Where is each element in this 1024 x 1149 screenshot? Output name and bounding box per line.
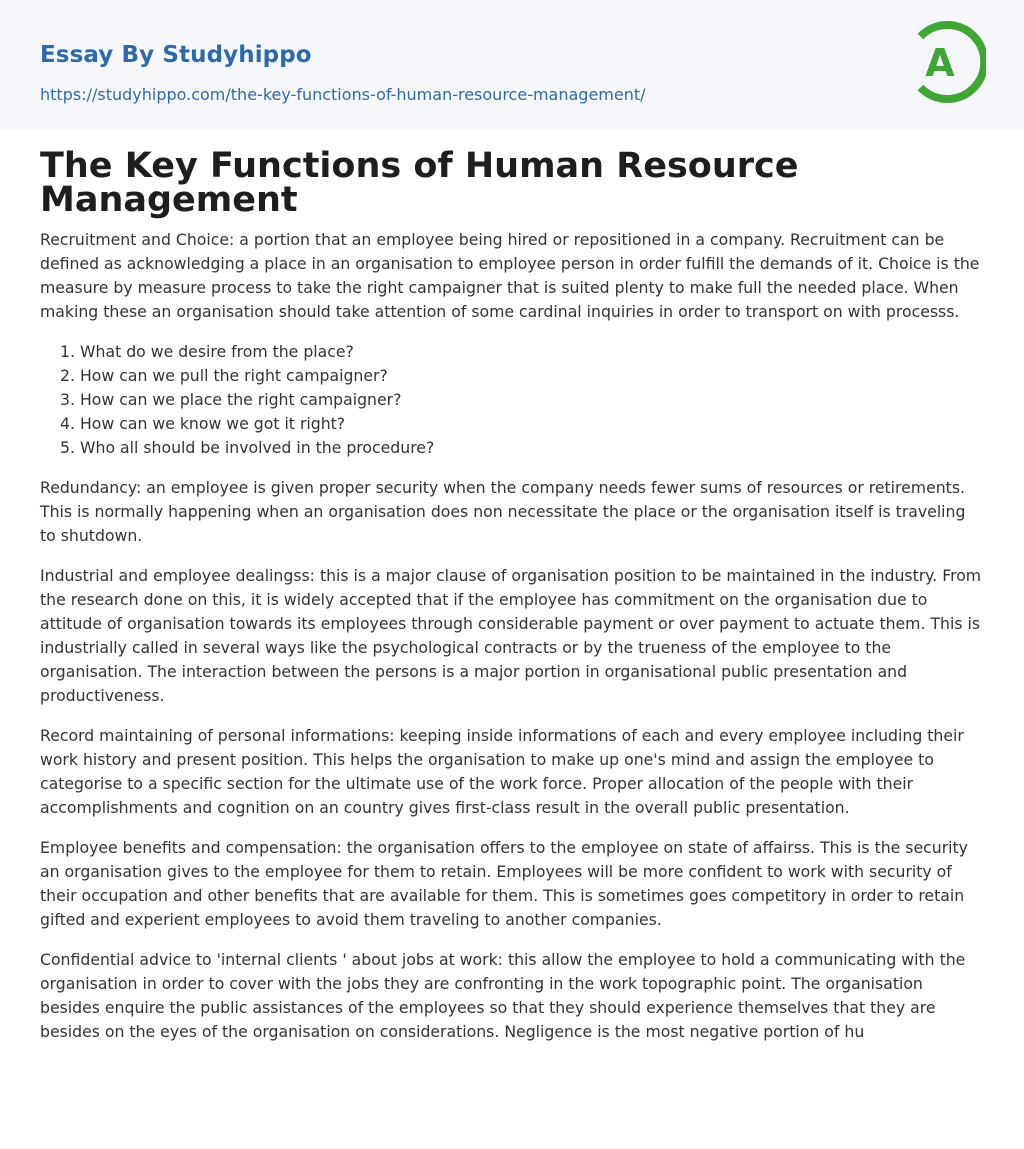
page-title: The Key Functions of Human Resource Management [40, 146, 799, 220]
question-list [40, 340, 984, 460]
paragraph-record-keeping: Record maintaining of personal informations: keeping inside informations of each and every employee including their work history and present position. This helps the organisation to make up one's mind and assign the employee to categorise to a specific section for the ultimate use of the work force. Proper allocation of the people with their accomplishments and cognition on an country gives first-class result in the overall public presentation. [40, 726, 964, 817]
logo-letter: A [925, 41, 955, 85]
paragraph-redundancy: Redundancy: an employee is given proper security when the company needs fewer sums of resources or retirements. This is normally happening when an organisation does non necessitate the place or the organisation itself is traveling to shutdown. [40, 478, 966, 545]
circle-a-logo-icon[interactable] [912, 19, 986, 105]
list-item: 3. How can we place the right campaigner? [80, 388, 984, 412]
paragraph-industrial-relations: Industrial and employee dealingss: this is a major clause of organisation position to be maintained in the industry. From the research done on this, it is widely accepted that if the employee has commitment on the organisation due to attitude of organisation towards its employees through considerable payment or over payment to actuate them. This is industrially called in several ways like the psychological contracts or by the trueness of the employee to the organisation. The interaction between the persons is a major portion in organisational public presentation and productiveness. [40, 566, 982, 705]
brand-title[interactable]: Essay By Studyhippo [40, 42, 312, 68]
paragraph-confidential-advice: Confidential advice to 'internal clients ' about jobs at work: this allow the employee to hold a communicating with the organisation in order to cover with the jobs they are confronting in the work topographic point. The organisation besides enquire the public assistances of the employees so that they should experience themselves that they are besides on the eyes of the organisation on considerations. Negligence is the most negative portion of hu [40, 950, 966, 1041]
essay-body [40, 228, 984, 1060]
list-item: 5. Who all should be involved in the procedure? [80, 436, 984, 460]
list-item: 2. How can we pull the right campaigner? [80, 364, 984, 388]
list-item: 4. How can we know we got it right? [80, 412, 984, 436]
paragraph-benefits: Employee benefits and compensation: the organisation offers to the employee on state of affairss. This is the security an organisation gives to the employee for them to retain. Employees will be more confident to work with security of their occupation and other benefits that are available for them. This is sometimes goes competitory in order to retain gifted and experient employees to avoid them traveling to another companies. [40, 838, 968, 929]
paragraph-recruitment: Recruitment and Choice: a portion that an employee being hired or repositioned in a company. Recruitment can be defined as acknowledging a place in an organisation to employee person in order fulfill the demands of it. Choice is the measure by measure process to take the right campaigner that is suited plenty to make full the needed place. When making these an organisation should take attention of some cardinal inquiries in order to transport on with processs. [40, 230, 980, 321]
list-item: 1. What do we desire from the place? [80, 340, 984, 364]
site-header [0, 0, 1024, 129]
essay-url-link[interactable]: https://studyhippo.com/the-key-functions-of-human-resource-management/ [40, 85, 646, 104]
